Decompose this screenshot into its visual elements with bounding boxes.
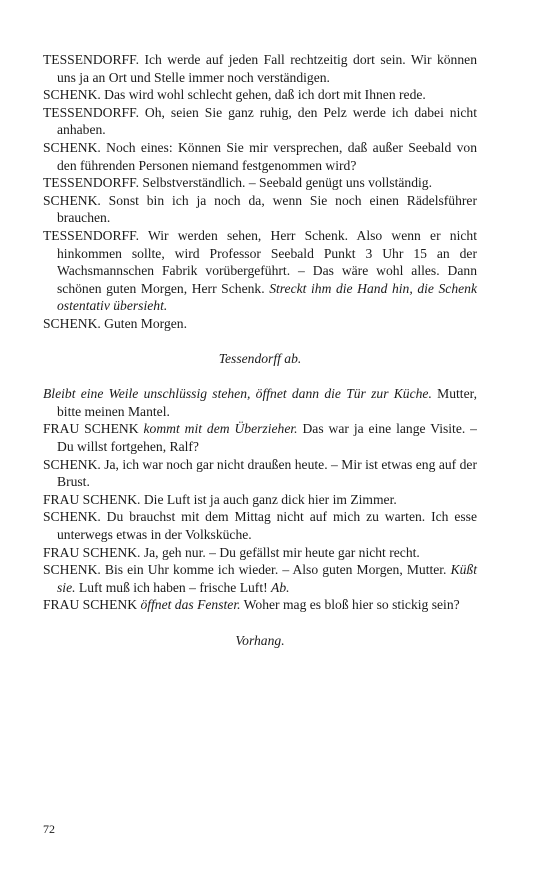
stage-direction: Ab. [271, 579, 290, 595]
speaker: TESSENDORFF. [43, 52, 139, 67]
dialogue-line [43, 174, 477, 192]
speech-text: Wir werden sehen, Herr Schenk. Also wenn er nicht hinkommen sollte, wird Professor Seebald Punkt 3 Uhr 15 an der Wachsmannschen Fabrik vorübergeführt. – Das wäre wohl alles. Dann schönen guten Morgen, Herr Schenk. [57, 227, 477, 296]
speech-text: Das wird wohl schlecht gehen, daß ich dort mit Ihnen rede. [100, 87, 426, 103]
speech-text: Ich werde auf jeden Fall rechtzeitig dort sein. Wir können uns ja an Ort und Stelle immer noch verständigen. [57, 52, 477, 85]
dialogue-line [43, 420, 477, 455]
speaker: FRAU SCHENK. [43, 544, 141, 560]
speaker: SCHENK. [43, 509, 101, 525]
speaker: SCHENK. [43, 315, 101, 331]
stage-direction: öffnet das Fenster. [140, 597, 241, 613]
page-number: 72 [43, 822, 55, 836]
speech-text: Woher mag es bloß hier so stickig sein? [240, 597, 460, 613]
speech-text: Guten Morgen. [100, 315, 187, 331]
dialogue-line [43, 139, 477, 174]
dialogue-line [43, 227, 477, 315]
dialogue-line [43, 491, 477, 509]
dialogue-line [43, 385, 477, 420]
stage-direction: Streckt ihm die Hand hin, die Schenk ostentativ übersieht. [57, 280, 478, 314]
dialogue-line [43, 508, 477, 543]
speech-text: Luft muß ich haben – frische Luft! [75, 579, 272, 595]
stage-direction-centered: Tessendorff ab. [218, 351, 302, 367]
stage-direction: kommt mit dem Überzieher. [143, 421, 298, 437]
speech-text: Mutter, bitte meinen Mantel. [57, 386, 477, 419]
speech-text: Noch eines: Können Sie mir versprechen, daß außer Seebald von den führenden Personen niemand festgenommen wird? [57, 139, 477, 173]
blank-line [43, 368, 477, 386]
speech-text: Die Luft ist ja auch ganz dick hier im Zimmer. [140, 491, 397, 507]
page-text [43, 51, 477, 649]
dialogue-line [43, 192, 477, 227]
speaker: SCHENK. [43, 192, 101, 208]
stage-direction: Küßt sie. [57, 562, 477, 595]
speaker: TESSENDORFF. [43, 227, 139, 243]
speaker: SCHENK. [43, 139, 101, 155]
stage-direction-centered: Vorhang. [235, 632, 285, 648]
speech-text: Du brauchst mit dem Mittag nicht auf mich zu warten. Ich esse unterwegs etwas in der Volksküche. [57, 509, 477, 543]
speech-text: Sonst bin ich ja noch da, wenn Sie noch einen Rädelsführer brauchen. [57, 192, 477, 226]
speech-text: Ja, geh nur. – Du gefällst mir heute gar nicht recht. [140, 544, 420, 560]
speech-text: Bis ein Uhr komme ich wieder. – Also guten Morgen, Mutter. [100, 562, 451, 578]
speaker: SCHENK. [43, 87, 101, 103]
speaker: FRAU SCHENK [43, 421, 139, 437]
dialogue-line [43, 86, 477, 104]
stage-direction: Bleibt eine Weile unschlüssig stehen, öffnet dann die Tür zur Küche. [43, 386, 432, 402]
speaker: SCHENK. [43, 456, 101, 472]
blank-line [43, 614, 477, 632]
blank-line [43, 333, 477, 351]
dialogue-line [43, 596, 477, 614]
dialogue-line [43, 315, 477, 333]
dialogue-line [43, 104, 477, 139]
speaker: FRAU SCHENK [43, 597, 138, 613]
speaker: TESSENDORFF. [43, 104, 139, 120]
speaker: FRAU SCHENK. [43, 491, 141, 507]
dialogue-line [43, 456, 477, 491]
speech-text: Das war ja eine lange Visite. – Du willst fortgehen, Ralf? [57, 421, 477, 455]
speech-text: Selbstverständlich. – Seebald genügt uns vollständig. [138, 175, 432, 191]
dialogue-line [43, 51, 477, 86]
dialogue-line [43, 544, 477, 562]
speech-text: Oh, seien Sie ganz ruhig, den Pelz werde ich dabei nicht anhaben. [57, 104, 477, 138]
speech-text: Ja, ich war noch gar nicht draußen heute. – Mir ist etwas eng auf der Brust. [57, 456, 477, 490]
dialogue-line [43, 561, 477, 596]
speaker: TESSENDORFF. [43, 175, 139, 191]
speaker: SCHENK. [43, 562, 101, 578]
